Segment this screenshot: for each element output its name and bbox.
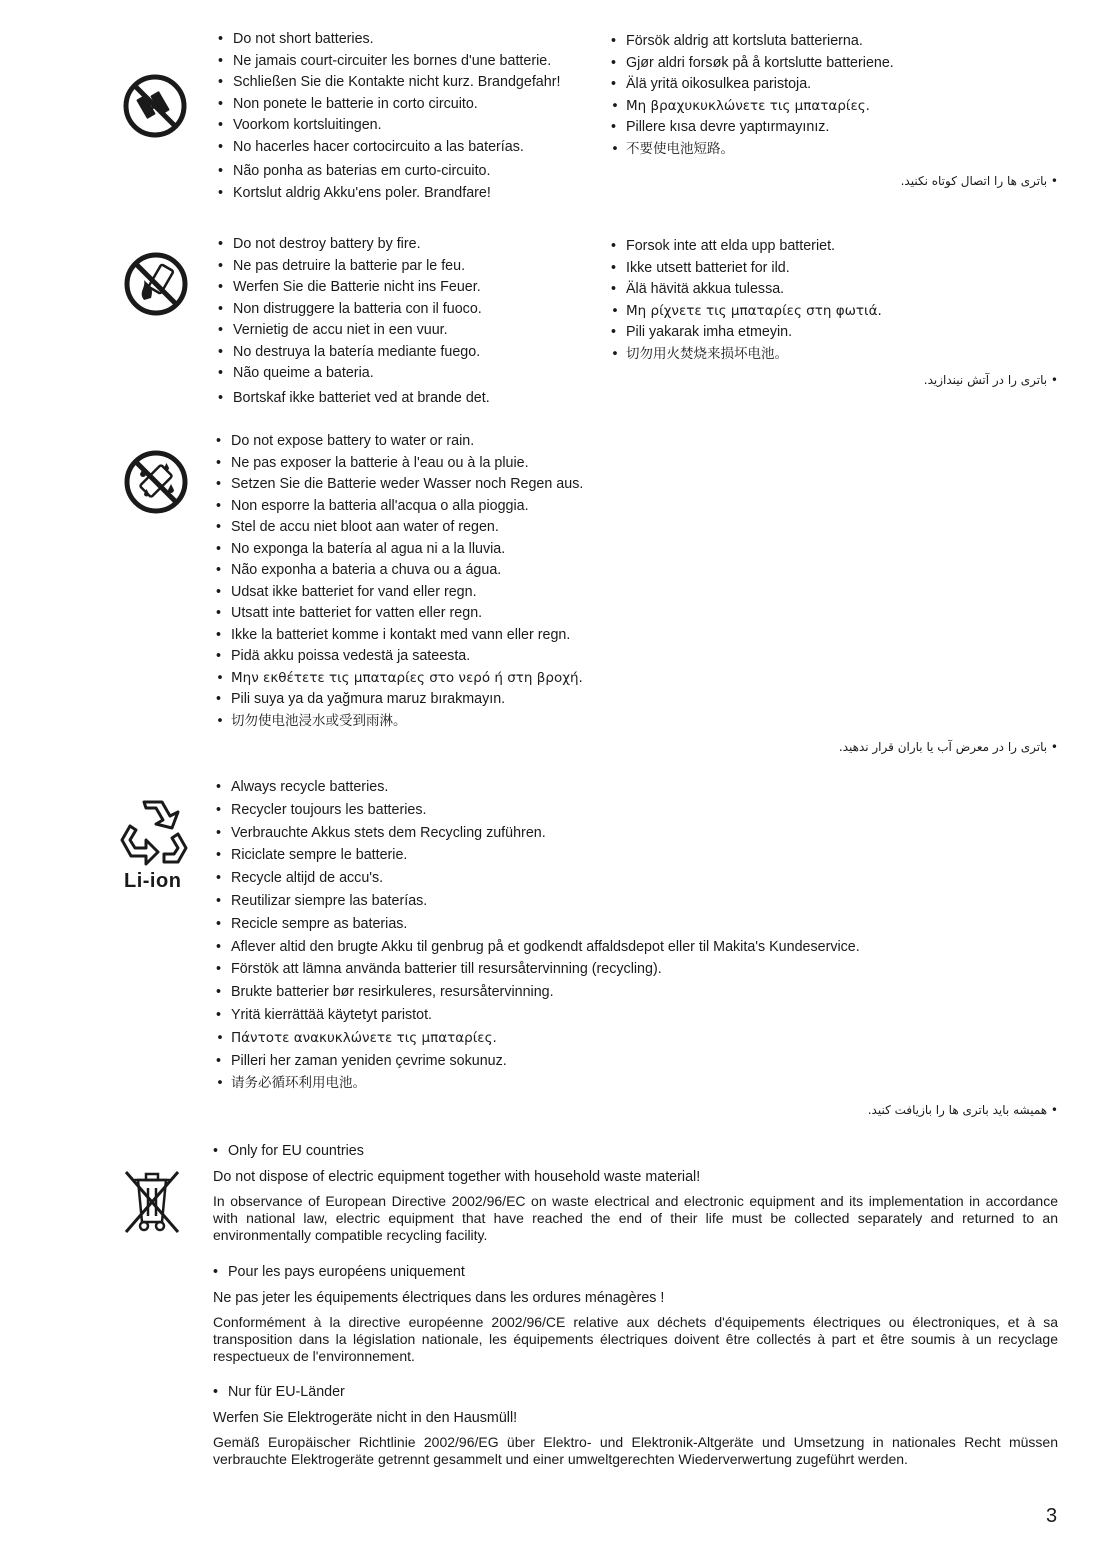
- eu-warning: Do not dispose of electric equipment together with household waste material!: [213, 1169, 701, 1185]
- list-item: • Kortslut aldrig Akku'ens poler. Brandfare!: [218, 183, 560, 205]
- recycle-icon: [116, 796, 190, 868]
- page-number: 3: [1046, 1505, 1058, 1527]
- list-item: • 切勿用火焚烧来损坏电池。: [611, 344, 882, 366]
- list-item: • Do not expose battery to water or rain.: [216, 431, 583, 453]
- eu-warning: Ne pas jeter les équipements électriques dans les ordures ménagères !: [213, 1290, 665, 1306]
- recycle-list: [216, 776, 860, 1095]
- list-item: • Älä hävitä akkua tulessa.: [611, 279, 882, 301]
- list-item: • Reutilizar siempre las baterías.: [216, 890, 860, 913]
- farsi-line: • باتری را در آتش نیندازید.: [923, 373, 1058, 387]
- list-item: • Bortskaf ikke batteriet ved at brande det.: [218, 388, 490, 410]
- list-item: • Schließen Sie die Kontakte nicht kurz. Brandgefahr!: [218, 72, 560, 94]
- list-item: • Stel de accu niet bloot aan water of regen.: [216, 517, 583, 539]
- fire-left-list: [218, 234, 490, 409]
- list-item: • Μη βραχυκυκλώνετε τις μπαταρίες.: [611, 96, 894, 118]
- list-item: • Werfen Sie die Batterie nicht ins Feuer.: [218, 277, 490, 299]
- eu-heading: • Pour les pays européens uniquement: [213, 1262, 1058, 1282]
- list-item: • Ne pas detruire la batterie par le feu.: [218, 256, 490, 278]
- eu-paragraph: In observance of European Directive 2002/96/EC on waste electrical and electronic equipment and its implementation in accordance with national law, electric equipment that have reached the end of their life must be collected separately and returned to an environmentally compatible recycling facility.: [213, 1193, 1058, 1243]
- list-item: • Always recycle batteries.: [216, 776, 860, 799]
- eu-warning: Werfen Sie Elektrogeräte nicht in den Hausmüll!: [213, 1410, 518, 1426]
- list-item: • Aflever altid den brugte Akku til genbrug på et godkendt affaldsdepot eller til Makita's Kundeservice.: [216, 936, 860, 959]
- list-item: • Ikke la batteriet komme i kontakt med vann eller regn.: [216, 625, 583, 647]
- list-item: • Recycle altijd de accu's.: [216, 867, 860, 890]
- list-item: • Brukte batterier bør resirkuleres, resursåtervinning.: [216, 981, 860, 1004]
- list-item: • Riciclate sempre le batterie.: [216, 844, 860, 867]
- list-item: • No exponga la batería al agua ni a la lluvia.: [216, 539, 583, 561]
- no-water-icon: [124, 450, 188, 514]
- list-item: • Ikke utsett batteriet for ild.: [611, 258, 882, 280]
- list-item: • Recycler toujours les batteries.: [216, 799, 860, 822]
- list-item: • 切勿使电池浸水或受到雨淋。: [216, 711, 583, 733]
- list-item: • Pilleri her zaman yeniden çevrime sokunuz.: [216, 1050, 860, 1073]
- list-item: • Non ponete le batterie in corto circuito.: [218, 94, 560, 116]
- list-item: • Do not short batteries.: [218, 29, 560, 51]
- li-ion-label: Li-ion: [124, 870, 182, 892]
- list-item: • Pili yakarak imha etmeyin.: [611, 322, 882, 344]
- list-item: • Älä yritä oikosulkea paristoja.: [611, 74, 894, 96]
- short-right-list: [611, 31, 894, 160]
- list-item: • Non esporre la batteria all'acqua o alla pioggia.: [216, 496, 583, 518]
- list-item: • Yritä kierrättää käytetyt paristot.: [216, 1004, 860, 1027]
- no-fire-icon: [124, 252, 188, 316]
- list-item: • No hacerles hacer cortocircuito a las baterías.: [218, 137, 560, 159]
- list-item: • Verbrauchte Akkus stets dem Recycling zuführen.: [216, 822, 860, 845]
- list-item: • Pili suya ya da yağmura maruz bırakmayın.: [216, 689, 583, 711]
- list-item: • Do not destroy battery by fire.: [218, 234, 490, 256]
- list-item: • Μην εκθέτετε τις μπαταρίες στο νερό ή στη βροχή.: [216, 668, 583, 690]
- eu-paragraph: Conformément à la directive européenne 2002/96/CE relative aux déchets d'équipements électriques ou électroniques, et à sa transposition dans la législation nationale, les équipements électriques doivent être collectés à part et être soumis à un recyclage respectueux de l'environnement.: [213, 1314, 1058, 1364]
- list-item: • Ne pas exposer la batterie à l'eau ou à la pluie.: [216, 453, 583, 475]
- list-item: • Não ponha as baterias em curto-circuito.: [218, 161, 560, 183]
- list-item: • 不要使电池短路。: [611, 139, 894, 161]
- list-item: • Udsat ikke batteriet for vand eller regn.: [216, 582, 583, 604]
- list-item: • Voorkom kortsluitingen.: [218, 115, 560, 137]
- farsi-line: • همیشه باید باتری ها را بازیافت کنید.: [867, 1103, 1058, 1117]
- list-item: • Förstök att lämna använda batterier till resursåtervinning (recycling).: [216, 958, 860, 981]
- no-short-circuit-icon: [123, 74, 187, 138]
- eu-notice-de: [213, 1382, 1058, 1468]
- list-item: • Ne jamais court-circuiter les bornes d'une batterie.: [218, 51, 560, 73]
- list-item: • Pillere kısa devre yaptırmayınız.: [611, 117, 894, 139]
- eu-heading: • Nur für EU-Länder: [213, 1382, 1058, 1402]
- list-item: • Vernietig de accu niet in een vuur.: [218, 320, 490, 342]
- list-item: • 请务必循环利用电池。: [216, 1072, 860, 1095]
- list-item: • Πάντοτε ανακυκλώνετε τις μπαταρίες.: [216, 1027, 860, 1050]
- short-left-list: [218, 29, 560, 204]
- list-item: • Não exponha a bateria a chuva ou a água.: [216, 560, 583, 582]
- water-list: [216, 431, 583, 732]
- list-item: • No destruya la batería mediante fuego.: [218, 342, 490, 364]
- list-item: • Försök aldrig att kortsluta batterierna.: [611, 31, 894, 53]
- eu-heading: • Only for EU countries: [213, 1141, 1058, 1161]
- list-item: • Gjør aldri forsøk på å kortslutte batteriene.: [611, 53, 894, 75]
- eu-notice-fr: [213, 1262, 1058, 1365]
- fire-right-list: [611, 236, 882, 365]
- farsi-line: • باتری را در معرض آب یا باران قرار ندهید.: [838, 740, 1058, 754]
- list-item: • Forsok inte att elda upp batteriet.: [611, 236, 882, 258]
- crossed-out-wheelie-bin-icon: [120, 1166, 184, 1236]
- list-item: • Utsatt inte batteriet for vatten eller regn.: [216, 603, 583, 625]
- list-item: • Setzen Sie die Batterie weder Wasser noch Regen aus.: [216, 474, 583, 496]
- eu-paragraph: Gemäß Europäischer Richtlinie 2002/96/EG über Elektro- und Elektronik-Altgeräte und Umsetzung in nationales Recht müssen verbrauchte Elektrogeräte getrennt gesammelt und einer umweltgerechten Wiederverwertung zugeführt werden.: [213, 1434, 1058, 1467]
- list-item: • Recicle sempre as baterias.: [216, 913, 860, 936]
- list-item: • Pidä akku poissa vedestä ja sateesta.: [216, 646, 583, 668]
- farsi-line: • باتری ها را اتصال کوتاه نکنید.: [900, 174, 1058, 188]
- eu-notice-en: [213, 1141, 1058, 1244]
- list-item: • Não queime a bateria.: [218, 363, 490, 385]
- list-item: • Μη ρίχνετε τις μπαταρίες στη φωτιά.: [611, 301, 882, 323]
- list-item: • Non distruggere la batteria con il fuoco.: [218, 299, 490, 321]
